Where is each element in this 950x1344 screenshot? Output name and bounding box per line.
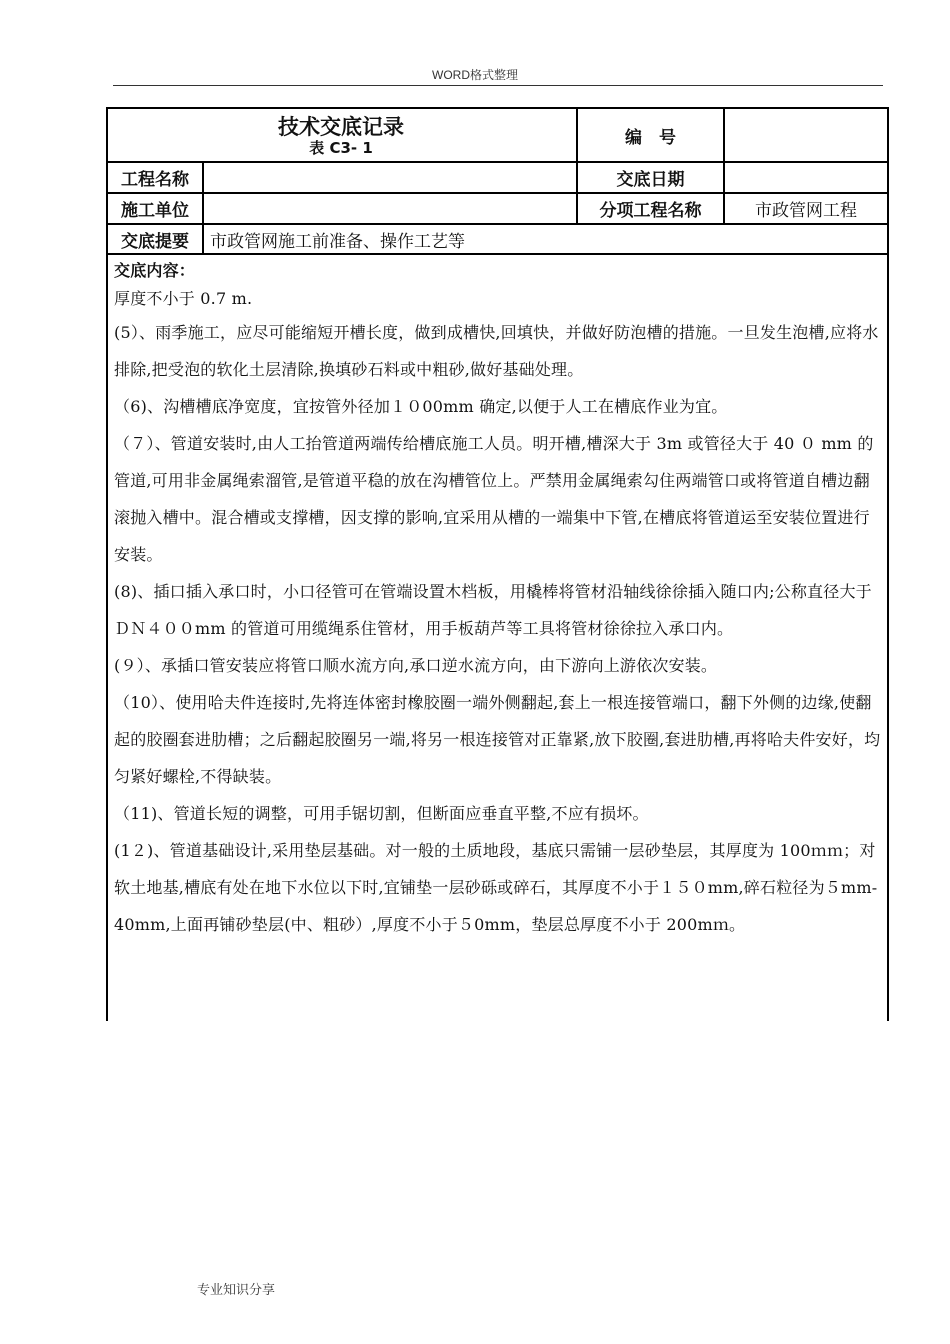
- date-value: [726, 163, 886, 192]
- construction-unit-value: [206, 194, 576, 223]
- project-name-label: 工程名称: [121, 170, 189, 190]
- table-row-line: [106, 253, 889, 255]
- content-paragraph: （10）、使用哈夫件连接时,先将连体密封橡胶圈一端外侧翻起,套上一根连接管端口，翻下外侧的边缘,使翻起的胶圈套进肋槽；之后翻起胶圈另一端,将另一根连接管对正靠紧,放下胶圈,套进肋槽,再将哈夫件安好，均匀紧好螺栓,不得缺装。: [114, 693, 881, 786]
- content-paragraph: (９）、承插口管安装应将管口顺水流方向,承口逆水流方向，由下游向上游依次安装。: [114, 656, 718, 675]
- content-paragraph: (5）、雨季施工，应尽可能缩短开槽长度，做到成槽快,回填快，并做好防泡槽的措施。一旦发生泡槽,应将水排除,把受泡的软化土层清除,换填砂石料或中粗砂,做好基础处理。: [114, 323, 879, 379]
- content-paragraph: 厚度不小于 0.7 m.: [114, 289, 253, 308]
- content-label: 交底内容：: [114, 261, 196, 280]
- form-code: 表 C3- 1: [309, 139, 373, 157]
- disclosure-content: [114, 258, 882, 943]
- content-paragraph: (8)、插口插入承口时，小口径管可在管端设置木档板，用橇棒将管材沿轴线徐徐插入随口内;公称直径大于ＤＮ４００mm 的管道可用缆绳系住管材，用手板葫芦等工具将管材徐徐拉入承口内。: [114, 582, 872, 638]
- header-rule: [113, 85, 883, 86]
- page-header: WORD格式整理: [432, 68, 518, 82]
- page-footer: 专业知识分享: [197, 1283, 276, 1298]
- content-paragraph: （6)、沟槽槽底净宽度，宜按管外径加１０00mm 确定,以便于人工在槽底作业为宜。: [114, 397, 728, 416]
- table-col-line: [202, 161, 204, 255]
- date-label: 交底日期: [616, 170, 685, 190]
- summary-value: 市政管网施工前准备、操作工艺等: [210, 231, 465, 252]
- subproject-label: 分项工程名称: [599, 201, 702, 221]
- number-label: 编 号: [625, 127, 676, 148]
- number-value: [726, 109, 886, 161]
- table-col-line: [723, 107, 725, 225]
- content-paragraph: （７）、管道安装时,由人工抬管道两端传给槽底施工人员。明开槽,槽深大于 3m 或管径大于 40 ０ mm 的管道,可用非金属绳索溜管,是管道平稳的放在沟槽管位上。严禁用金属绳索勾住两端管口或将管道自槽边翻滚抛入槽中。混合槽或支撑槽，因支撑的影响,宜采用从槽的一端集中下管,在槽底将管道运至安装位置进行安装。: [114, 434, 874, 564]
- construction-unit-label: 施工单位: [121, 201, 189, 221]
- project-name-value: [206, 163, 576, 192]
- document-title: 技术交底记录: [278, 115, 404, 139]
- table-border-right: [887, 107, 889, 1021]
- summary-label: 交底提要: [121, 231, 189, 252]
- content-paragraph: (1２)、管道基础设计,采用垫层基础。对一般的土质地段，基底只需铺一层砂垫层，其厚度为 100ｍｍ；对软土地基,槽底有处在地下水位以下时,宜铺垫一层砂砾或碎石，其厚度不小于１５０mm,碎石粒径为５mm-40mm,上面再铺砂垫层(中、粗砂）,厚度不小于５0mm，垫层总厚度不小于 200mｍ。: [114, 841, 878, 934]
- content-paragraph: （11)、管道长短的调整，可用手锯切割，但断面应垂直平整,不应有损坏。: [114, 804, 649, 823]
- subproject-value: 市政管网工程: [755, 201, 857, 221]
